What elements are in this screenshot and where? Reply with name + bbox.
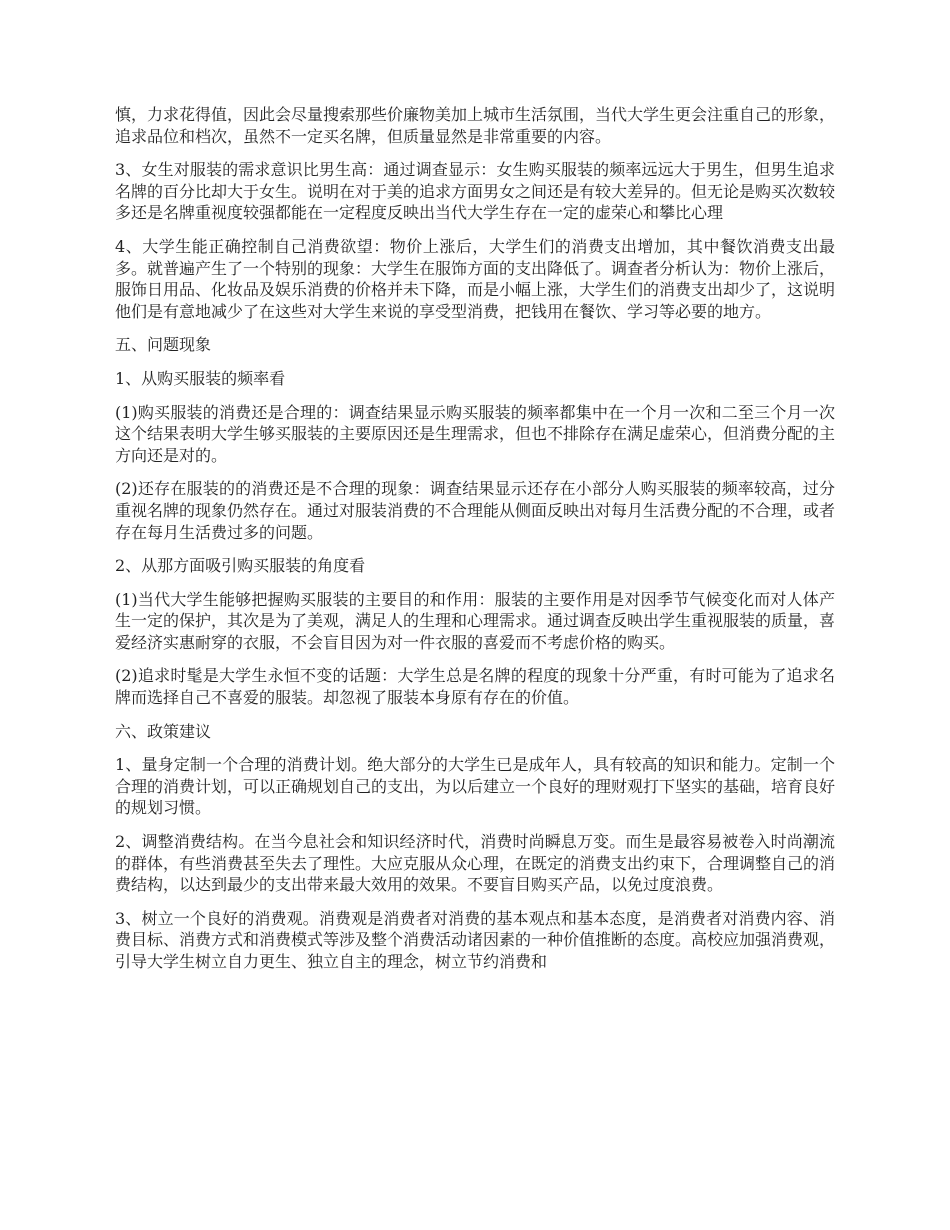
subheading-purchase-frequency: 1、从购买服装的频率看 (115, 368, 286, 388)
subheading-attraction: 2、从那方面吸引购买服装的角度看 (115, 556, 366, 576)
section-heading-suggestions: 六、政策建议 (115, 721, 212, 741)
paragraph-suggestion-2: 2、调整消费结构。在当今息社会和知识经济时代，消费时尚瞬息万变。而生是最容易被卷入时尚潮流的群体，有些消费甚至失去了理性。大应克服从众心理，在既定的消费支出约束下，合理调整自己的消费结构，以达到最少的支出带来最大效用的效果。不要盲目购买产品，以免过度浪费。 (115, 832, 836, 895)
paragraph-frequency-2: (2)还存在服装的的消费还是不合理的现象：调查结果显示还存在小部分人购买服装的频率较高，过分重视名牌的现象仍然存在。通过对服装消费的不合理能从侧面反映出对每月生活费分配的不合理，或者存在每月生活费过多的问题。 (115, 479, 836, 542)
paragraph-attraction-1: (1)当代大学生能够把握购买服装的主要目的和作用：服装的主要作用是对因季节气候变化而对人体产生一定的保护，其次是为了美观，满足人的生理和心理需求。通过调查反映出学生重视服装的质量，喜爱经济实惠耐穿的衣服，不会盲目因为对一件衣服的喜爱而不考虑价格的购买。 (115, 589, 836, 652)
paragraph-continuation: 慎，力求花得值，因此会尽量搜索那些价廉物美加上城市生活氛围，当代大学生更会注重自己的形象，追求品位和档次，虽然不一定买名牌，但质量显然是非常重要的内容。 (115, 105, 836, 146)
paragraph-suggestion-1: 1、量身定制一个合理的消费计划。绝大部分的大学生已是成年人，具有较高的知识和能力。定制一个合理的消费计划，可以正确规划自己的支出，为以后建立一个良好的理财观打下坚实的基础，培育良好的规划习惯。 (115, 755, 836, 818)
paragraph-frequency-1: (1)购买服装的消费还是合理的：调查结果显示购买服装的频率都集中在一个月一次和二至三个月一次这个结果表明大学生够买服装的主要原因还是生理需求，但也不排除存在满足虚荣心，但消费分配的主方向还是对的。 (115, 402, 836, 465)
document-body (115, 104, 835, 973)
paragraph-attraction-2: (2)追求时髦是大学生永恒不变的话题：大学生总是名牌的程度的现象十分严重，有时可能为了追求名牌而选择自己不喜爱的服装。却忽视了服装本身原有存在的价值。 (115, 666, 835, 708)
paragraph-point-3: 3、女生对服装的需求意识比男生高：通过调查显示：女生购买服装的频率远远大于男生，但男生追求名牌的百分比却大于女生。说明在对于美的追求方面男女之间还是有较大差异的。但无论是购买次数较多还是名牌重视度较强都能在一定程度反映出当代大学生存在一定的虚荣心和攀比心理 (115, 160, 836, 223)
section-heading-problems: 五、问题现象 (115, 335, 212, 355)
paragraph-point-4: 4、大学生能正确控制自己消费欲望：物价上涨后，大学生们的消费支出增加，其中餐饮消费支出最多。就普遍产生了一个特别的现象：大学生在服饰方面的支出降低了。调查者分析认为：物价上涨后，服饰日用品、化妆品及娱乐消费的价格并未下降，而是小幅上涨，大学生们的消费支出却少了，这说明他们是有意地减少了在这些对大学生来说的享受型消费，把钱用在餐饮、学习等必要的地方。 (115, 236, 836, 321)
paragraph-suggestion-3: 3、树立一个良好的消费观。消费观是消费者对消费的基本观点和基本态度，是消费者对消费内容、消费目标、消费方式和消费模式等涉及整个消费活动诸因素的一种价值推断的态度。高校应加强消费观，引导大学生树立自力更生、独立自主的理念，树立节约消费和 (115, 908, 836, 971)
